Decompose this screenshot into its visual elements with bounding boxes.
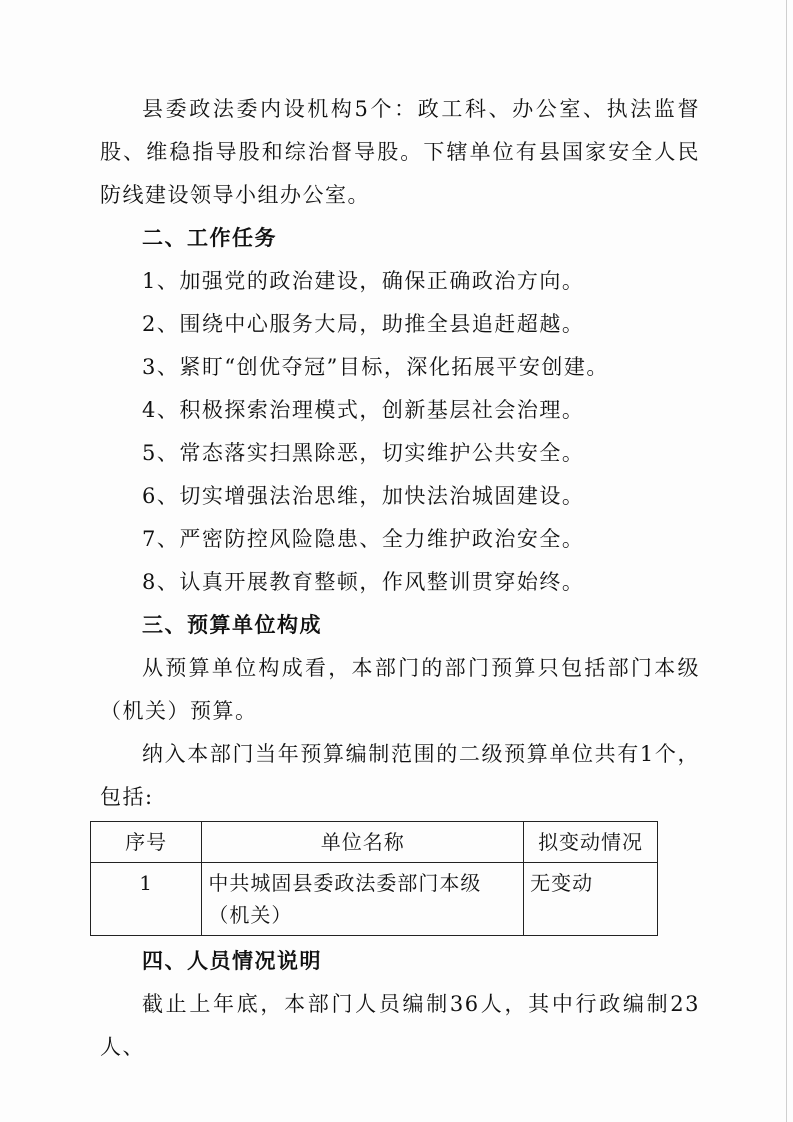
task-item-7: 7、严密防控风险隐患、全力维护政治安全。 bbox=[142, 527, 585, 551]
personnel-paragraph-1: 截止上年底，本部门人员编制36人，其中行政编制23人、 bbox=[100, 992, 700, 1059]
task-item-4: 4、积极探索治理模式，创新基层社会治理。 bbox=[142, 398, 585, 422]
table-header-no: 序号 bbox=[91, 822, 202, 863]
section-heading-work-tasks: 二、工作任务 bbox=[142, 226, 277, 250]
task-item-2: 2、围绕中心服务大局，助推全县追赶超越。 bbox=[142, 312, 585, 336]
budget-units-table bbox=[90, 821, 658, 936]
table-header-row bbox=[91, 822, 658, 863]
table-cell-change: 无变动 bbox=[524, 863, 658, 936]
task-item-6: 6、切实增强法治思维，加快法治城固建设。 bbox=[142, 484, 585, 508]
budget-units-paragraph-1: 从预算单位构成看，本部门的部门预算只包括部门本级（机关）预算。 bbox=[100, 656, 700, 723]
task-item-3: 3、紧盯“创优夺冠”目标，深化拓展平安创建。 bbox=[142, 355, 609, 379]
page-edge-line bbox=[786, 0, 787, 1122]
document-content bbox=[100, 88, 700, 1069]
task-item-1: 1、加强党的政治建设，确保正确政治方向。 bbox=[142, 269, 585, 293]
task-item-5: 5、常态落实扫黑除恶，切实维护公共安全。 bbox=[142, 441, 585, 465]
task-item-8: 8、认真开展教育整顿，作风整训贯穿始终。 bbox=[142, 570, 585, 594]
section-heading-budget-units: 三、预算单位构成 bbox=[142, 613, 322, 637]
table-cell-unit-name: 中共城固县委政法委部门本级（机关） bbox=[202, 863, 524, 936]
budget-units-paragraph-2: 纳入本部门当年预算编制范围的二级预算单位共有1个，包括: bbox=[100, 742, 700, 809]
table-header-unit-name: 单位名称 bbox=[202, 822, 524, 863]
table-cell-no: 1 bbox=[91, 863, 202, 936]
table-header-change: 拟变动情况 bbox=[524, 822, 658, 863]
intro-paragraph: 县委政法委内设机构5个：政工科、办公室、执法监督股、维稳指导股和综治督导股。下辖单位有县国家安全人民防线建设领导小组办公室。 bbox=[100, 97, 700, 207]
section-heading-personnel: 四、人员情况说明 bbox=[142, 949, 322, 973]
table-row bbox=[91, 863, 658, 936]
